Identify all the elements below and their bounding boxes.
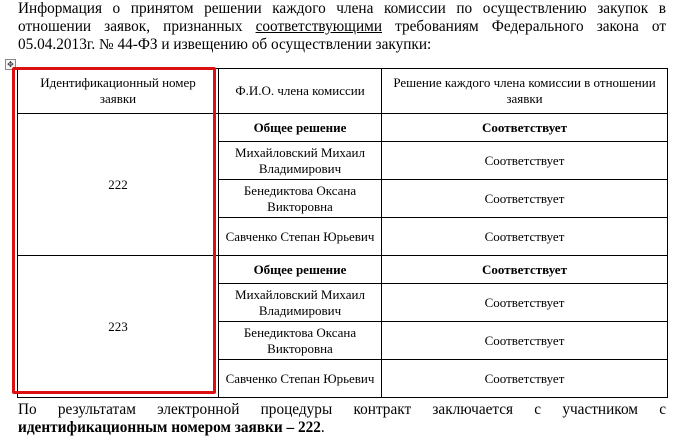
member-decision: Соответствует <box>382 284 668 322</box>
member-name: Савченко Степан Юрьевич <box>219 360 382 398</box>
table-move-handle-icon[interactable]: ✥ <box>5 59 16 70</box>
red-highlight-box <box>12 67 216 394</box>
general-decision-label: Общее решение <box>219 114 382 142</box>
general-decision-value: Соответствует <box>382 114 668 142</box>
member-decision: Соответствует <box>382 218 668 256</box>
member-name: Савченко Степан Юрьевич <box>219 218 382 256</box>
member-decision: Соответствует <box>382 142 668 180</box>
member-decision: Соответствует <box>382 322 668 360</box>
header-application-id: Идентификационный номер заявки <box>18 69 219 114</box>
member-name: Михайловский Михаил Владимирович <box>219 284 382 322</box>
intro-text-2: требованиям Федерального закона от 05.04.2013г. № 44-ФЗ и извещению об осуществлении закупки: <box>18 18 667 53</box>
member-name: Бенедиктова Оксана Викторовна <box>219 322 382 360</box>
application-id-cell: 223 <box>18 256 219 398</box>
header-decision: Решение каждого члена комиссии в отношении заявки <box>382 69 668 114</box>
header-member-name: Ф.И.О. члена комиссии <box>219 69 382 114</box>
member-decision: Соответствует <box>382 360 668 398</box>
outro-bold-text: идентификационным номером заявки – 222 <box>18 419 321 436</box>
member-decision: Соответствует <box>382 180 668 218</box>
general-decision-value: Соответствует <box>382 256 668 284</box>
member-name: Бенедиктова Оксана Викторовна <box>219 180 382 218</box>
general-decision-label: Общее решение <box>219 256 382 284</box>
intro-paragraph <box>18 0 666 54</box>
application-id-cell: 222 <box>18 114 219 256</box>
member-name: Михайловский Михаил Владимирович <box>219 142 382 180</box>
intro-underlined-word: соответствующими <box>255 18 383 35</box>
outro-end: . <box>320 419 325 436</box>
intro-text-1: Информация о принятом решении каждого члена комиссии по осуществлению закупок в отношении заявок, признанных <box>18 0 666 35</box>
outro-paragraph <box>18 401 666 437</box>
outro-text: По результатам электронной процедуры контракт заключается с участником с <box>18 401 666 418</box>
